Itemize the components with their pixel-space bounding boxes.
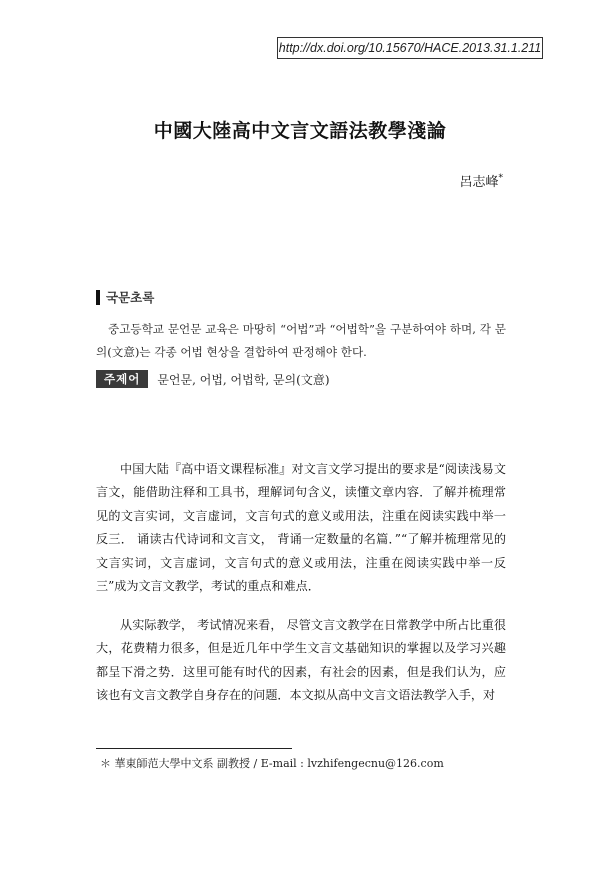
paper-title: 中國大陸高中文言文語法教學淺論 bbox=[153, 120, 447, 142]
keywords-list: 문언문, 어법, 어법학, 문의(文意) bbox=[157, 372, 330, 387]
author-line bbox=[459, 171, 503, 190]
doi-link[interactable]: http://dx.doi.org/10.15670/HACE.2013.31.1.211 bbox=[277, 37, 543, 59]
keywords-row bbox=[96, 370, 330, 388]
heading-bar bbox=[96, 290, 100, 305]
footnote-marker: * bbox=[498, 173, 503, 184]
body-paragraph-2: 从实际教学， 考试情况来看， 尽管文言文教学在日常教学中所占比重很大，花费精力很多，但是近几年中学生文言文基础知识的掌握以及学习兴趣都呈下滑之势．这里可能有时代的因素，有社会的因素，但是我们认为，应该也有文言文教学自身存在的问题．本文拟从高中文言文语法教学入手，对 bbox=[96, 618, 506, 703]
footnote-divider bbox=[96, 748, 292, 749]
abstract-text: 중고등학교 문언문 교육은 마땅히 “어법”과 “어법학”을 구분하여야 하며, 각 문의(文意)는 각종 어법 현상을 결합하여 판정해야 한다. bbox=[96, 322, 506, 359]
author-name: 呂志峰 bbox=[459, 175, 499, 190]
keywords-label: 주제어 bbox=[96, 370, 148, 388]
body-paragraph-1: 中国大陆『高中语文课程标准』对文言文学习提出的要求是“阅读浅易文言文，能借助注释和工具书，理解词句含义，读懂文章内容．了解并梳理常见的文言实词，文言虚词，文言句式的意义或用法，注重在阅读实践中举一反三． 诵读古代诗词和文言文， 背诵一定数量的名篇．”“了解并梳理常见的文言实词，文言虚词，文言句式的意义或用法，注重在阅读实践中举一反三”成为文言文教学，考试的重点和难点． bbox=[96, 462, 506, 594]
abstract-heading-label: 국문초록 bbox=[106, 290, 155, 305]
footnote: ＊ 華東師范大學中文系 副教授 / E-mail : lvzhifengecnu@126.com bbox=[100, 757, 444, 770]
abstract-heading bbox=[96, 288, 154, 306]
